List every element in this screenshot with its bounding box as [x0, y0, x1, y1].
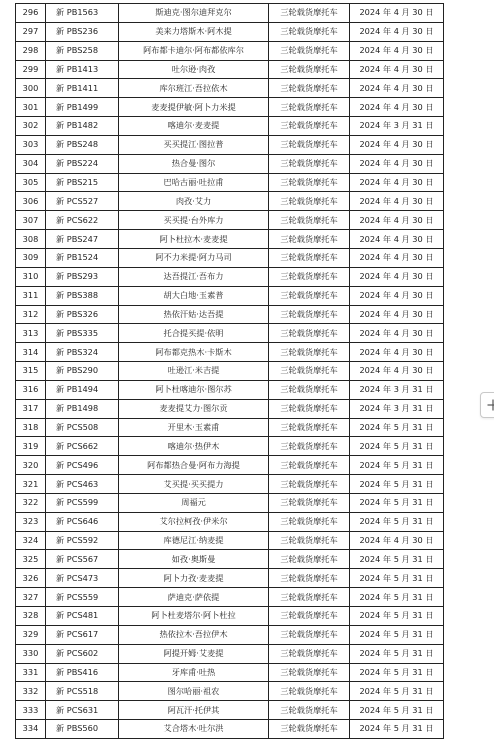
row-number-cell: 302 [16, 117, 46, 136]
table-row [16, 135, 444, 154]
vehicle-type-cell: 三轮载货摩托车 [269, 79, 350, 98]
vehicle-type-cell: 三轮载货摩托车 [269, 550, 350, 569]
vehicle-type-cell: 三轮载货摩托车 [269, 324, 350, 343]
row-number-cell: 319 [16, 437, 46, 456]
owner-name-cell: 图尔哈丽·祖农 [119, 682, 269, 701]
owner-name-cell: 喀迪尔·热伊木 [119, 437, 269, 456]
row-number-cell: 320 [16, 456, 46, 475]
row-number-cell: 311 [16, 286, 46, 305]
expiry-date-cell: 2024 年 4 月 30 日 [350, 192, 444, 211]
table-row [16, 607, 444, 626]
expiry-date-cell: 2024 年 4 月 30 日 [350, 362, 444, 381]
expiry-date-cell: 2024 年 4 月 30 日 [350, 41, 444, 60]
table-row [16, 286, 444, 305]
owner-name-cell: 艾买提·买买提力 [119, 475, 269, 494]
owner-name-cell: 麦麦提艾力·图尔贡 [119, 399, 269, 418]
table-row [16, 41, 444, 60]
plate-number-cell: 新 PBS258 [46, 41, 119, 60]
vehicle-type-cell: 三轮载货摩托车 [269, 418, 350, 437]
expiry-date-cell: 2024 年 4 月 30 日 [350, 98, 444, 117]
expiry-date-cell: 2024 年 5 月 31 日 [350, 625, 444, 644]
plate-number-cell: 新 PBS248 [46, 135, 119, 154]
owner-name-cell: 艾尔拉柯孜·伊米尔 [119, 512, 269, 531]
owner-name-cell: 巴哈古丽·吐拉甫 [119, 173, 269, 192]
row-number-cell: 296 [16, 4, 46, 23]
row-number-cell: 308 [16, 230, 46, 249]
row-number-cell: 301 [16, 98, 46, 117]
vehicle-type-cell: 三轮载货摩托车 [269, 644, 350, 663]
owner-name-cell: 周福元 [119, 493, 269, 512]
table-row [16, 399, 444, 418]
owner-name-cell: 热依汗姑·达吾提 [119, 305, 269, 324]
owner-name-cell: 阿卜杜麦塔尔·阿卜杜拉 [119, 607, 269, 626]
plate-number-cell: 新 PBS236 [46, 22, 119, 41]
row-number-cell: 306 [16, 192, 46, 211]
row-number-cell: 312 [16, 305, 46, 324]
vehicle-type-cell: 三轮载货摩托车 [269, 663, 350, 682]
plate-number-cell: 新 PCS622 [46, 211, 119, 230]
plate-number-cell: 新 PB1498 [46, 399, 119, 418]
table-row [16, 569, 444, 588]
owner-name-cell: 阿卜杜拉木·麦麦提 [119, 230, 269, 249]
owner-name-cell: 阿卜力孜·麦麦提 [119, 569, 269, 588]
expiry-date-cell: 2024 年 5 月 31 日 [350, 682, 444, 701]
row-number-cell: 327 [16, 588, 46, 607]
row-number-cell: 333 [16, 701, 46, 720]
expiry-date-cell: 2024 年 5 月 31 日 [350, 701, 444, 720]
plate-number-cell: 新 PB1499 [46, 98, 119, 117]
table-row [16, 663, 444, 682]
expiry-date-cell: 2024 年 4 月 30 日 [350, 305, 444, 324]
table-row [16, 625, 444, 644]
plate-number-cell: 新 PBS324 [46, 343, 119, 362]
expiry-date-cell: 2024 年 5 月 31 日 [350, 493, 444, 512]
owner-name-cell: 吐逊江·米吉提 [119, 362, 269, 381]
owner-name-cell: 阿卜杜喀迪尔·图尔苏 [119, 380, 269, 399]
row-number-cell: 317 [16, 399, 46, 418]
table-row [16, 60, 444, 79]
table-row [16, 248, 444, 267]
vehicle-type-cell: 三轮载货摩托车 [269, 362, 350, 381]
plate-number-cell: 新 PCS463 [46, 475, 119, 494]
expiry-date-cell: 2024 年 5 月 31 日 [350, 512, 444, 531]
row-number-cell: 316 [16, 380, 46, 399]
vehicle-type-cell: 三轮载货摩托车 [269, 701, 350, 720]
vehicle-type-cell: 三轮载货摩托车 [269, 682, 350, 701]
owner-name-cell: 达吾提江·吾布力 [119, 267, 269, 286]
plate-number-cell: 新 PBS560 [46, 720, 119, 739]
vehicle-type-cell: 三轮载货摩托车 [269, 625, 350, 644]
owner-name-cell: 艾合塔木·吐尔洪 [119, 720, 269, 739]
owner-name-cell: 牙库甫·吐热 [119, 663, 269, 682]
owner-name-cell: 买买提江·图拉普 [119, 135, 269, 154]
plate-number-cell: 新 PCS508 [46, 418, 119, 437]
expiry-date-cell: 2024 年 4 月 30 日 [350, 154, 444, 173]
row-number-cell: 315 [16, 362, 46, 381]
expiry-date-cell: 2024 年 4 月 30 日 [350, 22, 444, 41]
row-number-cell: 297 [16, 22, 46, 41]
expiry-date-cell: 2024 年 5 月 31 日 [350, 720, 444, 739]
row-number-cell: 300 [16, 79, 46, 98]
vehicle-type-cell: 三轮载货摩托车 [269, 475, 350, 494]
expiry-date-cell: 2024 年 4 月 30 日 [350, 173, 444, 192]
expiry-date-cell: 2024 年 5 月 31 日 [350, 663, 444, 682]
plate-number-cell: 新 PCS567 [46, 550, 119, 569]
owner-name-cell: 阿布都热合曼·阿布力海提 [119, 456, 269, 475]
vehicle-type-cell: 三轮载货摩托车 [269, 211, 350, 230]
table-row [16, 211, 444, 230]
row-number-cell: 323 [16, 512, 46, 531]
table-row [16, 267, 444, 286]
plate-number-cell: 新 PBS290 [46, 362, 119, 381]
row-number-cell: 305 [16, 173, 46, 192]
vehicle-type-cell: 三轮载货摩托车 [269, 154, 350, 173]
table-row [16, 305, 444, 324]
plate-number-cell: 新 PCS559 [46, 588, 119, 607]
table-row [16, 493, 444, 512]
table-row [16, 22, 444, 41]
table-row [16, 117, 444, 136]
plate-number-cell: 新 PB1494 [46, 380, 119, 399]
expiry-date-cell: 2024 年 4 月 30 日 [350, 531, 444, 550]
expiry-date-cell: 2024 年 4 月 30 日 [350, 211, 444, 230]
expiry-date-cell: 2024 年 3 月 31 日 [350, 399, 444, 418]
owner-name-cell: 开里木·玉素甫 [119, 418, 269, 437]
plate-number-cell: 新 PBS293 [46, 267, 119, 286]
expiry-date-cell: 2024 年 4 月 30 日 [350, 267, 444, 286]
plate-number-cell: 新 PCS518 [46, 682, 119, 701]
table-row [16, 154, 444, 173]
row-number-cell: 304 [16, 154, 46, 173]
vehicle-type-cell: 三轮载货摩托车 [269, 607, 350, 626]
table-row [16, 418, 444, 437]
row-number-cell: 331 [16, 663, 46, 682]
expiry-date-cell: 2024 年 5 月 31 日 [350, 456, 444, 475]
plate-number-cell: 新 PCS481 [46, 607, 119, 626]
owner-name-cell: 阿瓦汗·托伊其 [119, 701, 269, 720]
owner-name-cell: 肉孜·艾力 [119, 192, 269, 211]
owner-name-cell: 库尔班江·吾拉依木 [119, 79, 269, 98]
plate-number-cell: 新 PCS602 [46, 644, 119, 663]
plate-number-cell: 新 PCS592 [46, 531, 119, 550]
owner-name-cell: 吐尔逊·肉孜 [119, 60, 269, 79]
expiry-date-cell: 2024 年 4 月 30 日 [350, 4, 444, 23]
table-body [16, 4, 444, 739]
table-row [16, 701, 444, 720]
owner-name-cell: 托合提买提·依明 [119, 324, 269, 343]
row-number-cell: 324 [16, 531, 46, 550]
vehicle-type-cell: 三轮载货摩托车 [269, 192, 350, 211]
plus-icon [487, 399, 494, 411]
expiry-date-cell: 2024 年 5 月 31 日 [350, 644, 444, 663]
plate-number-cell: 新 PCS631 [46, 701, 119, 720]
vehicle-type-cell: 三轮载货摩托车 [269, 380, 350, 399]
row-number-cell: 299 [16, 60, 46, 79]
expiry-date-cell: 2024 年 5 月 31 日 [350, 607, 444, 626]
vehicle-type-cell: 三轮载货摩托车 [269, 267, 350, 286]
plate-number-cell: 新 PCS646 [46, 512, 119, 531]
expiry-date-cell: 2024 年 5 月 31 日 [350, 418, 444, 437]
expiry-date-cell: 2024 年 4 月 30 日 [350, 79, 444, 98]
table-row [16, 98, 444, 117]
expiry-date-cell: 2024 年 4 月 30 日 [350, 135, 444, 154]
plate-number-cell: 新 PBS247 [46, 230, 119, 249]
expiry-date-cell: 2024 年 4 月 30 日 [350, 343, 444, 362]
table-row [16, 343, 444, 362]
vehicle-type-cell: 三轮载货摩托车 [269, 173, 350, 192]
table-row [16, 456, 444, 475]
table-row [16, 4, 444, 23]
vehicle-register-table [15, 3, 444, 739]
owner-name-cell: 热合曼·图尔 [119, 154, 269, 173]
plate-number-cell: 新 PB1524 [46, 248, 119, 267]
row-number-cell: 303 [16, 135, 46, 154]
plate-number-cell: 新 PB1482 [46, 117, 119, 136]
table-row [16, 588, 444, 607]
vehicle-type-cell: 三轮载货摩托车 [269, 305, 350, 324]
vehicle-type-cell: 三轮载货摩托车 [269, 531, 350, 550]
expiry-date-cell: 2024 年 3 月 31 日 [350, 380, 444, 399]
owner-name-cell: 阿不力米提·阿力马司 [119, 248, 269, 267]
plate-number-cell: 新 PB1411 [46, 79, 119, 98]
table-row [16, 475, 444, 494]
vehicle-type-cell: 三轮载货摩托车 [269, 286, 350, 305]
plate-number-cell: 新 PB1563 [46, 4, 119, 23]
row-number-cell: 310 [16, 267, 46, 286]
row-number-cell: 322 [16, 493, 46, 512]
table-row [16, 550, 444, 569]
owner-name-cell: 热依拉木·吾拉伊木 [119, 625, 269, 644]
owner-name-cell: 美来力塔斯木·阿木提 [119, 22, 269, 41]
expiry-date-cell: 2024 年 5 月 31 日 [350, 550, 444, 569]
owner-name-cell: 喀迪尔·麦麦提 [119, 117, 269, 136]
plate-number-cell: 新 PBS215 [46, 173, 119, 192]
table-row [16, 362, 444, 381]
row-number-cell: 307 [16, 211, 46, 230]
vehicle-type-cell: 三轮载货摩托车 [269, 22, 350, 41]
vehicle-type-cell: 三轮载货摩托车 [269, 493, 350, 512]
table-row [16, 720, 444, 739]
table-row [16, 324, 444, 343]
expiry-date-cell: 2024 年 4 月 30 日 [350, 324, 444, 343]
plate-number-cell: 新 PBS335 [46, 324, 119, 343]
vehicle-type-cell: 三轮载货摩托车 [269, 135, 350, 154]
owner-name-cell: 阿布都卡迪尔·阿布都依库尔 [119, 41, 269, 60]
owner-name-cell: 萨迪克·萨依提 [119, 588, 269, 607]
add-button[interactable] [480, 392, 494, 418]
row-number-cell: 314 [16, 343, 46, 362]
row-number-cell: 329 [16, 625, 46, 644]
vehicle-type-cell: 三轮载货摩托车 [269, 588, 350, 607]
plate-number-cell: 新 PCS527 [46, 192, 119, 211]
owner-name-cell: 阿布都克热木·卡斯木 [119, 343, 269, 362]
row-number-cell: 332 [16, 682, 46, 701]
vehicle-type-cell: 三轮载货摩托车 [269, 720, 350, 739]
table-row [16, 192, 444, 211]
plate-number-cell: 新 PBS326 [46, 305, 119, 324]
plate-number-cell: 新 PCS617 [46, 625, 119, 644]
owner-name-cell: 胡大白地·玉素普 [119, 286, 269, 305]
vehicle-type-cell: 三轮载货摩托车 [269, 230, 350, 249]
vehicle-type-cell: 三轮载货摩托车 [269, 248, 350, 267]
plate-number-cell: 新 PCS599 [46, 493, 119, 512]
plate-number-cell: 新 PBS224 [46, 154, 119, 173]
vehicle-type-cell: 三轮载货摩托车 [269, 437, 350, 456]
expiry-date-cell: 2024 年 5 月 31 日 [350, 475, 444, 494]
row-number-cell: 328 [16, 607, 46, 626]
table-row [16, 230, 444, 249]
owner-name-cell: 如孜·奥斯曼 [119, 550, 269, 569]
expiry-date-cell: 2024 年 4 月 30 日 [350, 60, 444, 79]
row-number-cell: 309 [16, 248, 46, 267]
vehicle-type-cell: 三轮载货摩托车 [269, 117, 350, 136]
row-number-cell: 298 [16, 41, 46, 60]
owner-name-cell: 麦麦提伊敏·阿卜力米提 [119, 98, 269, 117]
table-row [16, 173, 444, 192]
plate-number-cell: 新 PBS416 [46, 663, 119, 682]
table-row [16, 380, 444, 399]
plate-number-cell: 新 PCS662 [46, 437, 119, 456]
row-number-cell: 326 [16, 569, 46, 588]
table-row [16, 79, 444, 98]
expiry-date-cell: 2024 年 5 月 31 日 [350, 437, 444, 456]
expiry-date-cell: 2024 年 5 月 31 日 [350, 588, 444, 607]
owner-name-cell: 库德尼江·纳麦提 [119, 531, 269, 550]
owner-name-cell: 斯迪克·图尔迪拜克尔 [119, 4, 269, 23]
vehicle-type-cell: 三轮载货摩托车 [269, 60, 350, 79]
expiry-date-cell: 2024 年 4 月 30 日 [350, 230, 444, 249]
plate-number-cell: 新 PBS388 [46, 286, 119, 305]
vehicle-type-cell: 三轮载货摩托车 [269, 569, 350, 588]
row-number-cell: 330 [16, 644, 46, 663]
row-number-cell: 325 [16, 550, 46, 569]
owner-name-cell: 阿提开姆·艾麦提 [119, 644, 269, 663]
expiry-date-cell: 2024 年 4 月 30 日 [350, 248, 444, 267]
vehicle-type-cell: 三轮载货摩托车 [269, 343, 350, 362]
plate-number-cell: 新 PB1413 [46, 60, 119, 79]
row-number-cell: 334 [16, 720, 46, 739]
vehicle-type-cell: 三轮载货摩托车 [269, 4, 350, 23]
vehicle-type-cell: 三轮载货摩托车 [269, 456, 350, 475]
vehicle-type-cell: 三轮载货摩托车 [269, 41, 350, 60]
expiry-date-cell: 2024 年 5 月 31 日 [350, 569, 444, 588]
table-row [16, 644, 444, 663]
plate-number-cell: 新 PCS496 [46, 456, 119, 475]
expiry-date-cell: 2024 年 4 月 30 日 [350, 286, 444, 305]
table-row [16, 682, 444, 701]
expiry-date-cell: 2024 年 3 月 31 日 [350, 117, 444, 136]
owner-name-cell: 买买提·台外库力 [119, 211, 269, 230]
row-number-cell: 313 [16, 324, 46, 343]
vehicle-type-cell: 三轮载货摩托车 [269, 512, 350, 531]
table-row [16, 512, 444, 531]
row-number-cell: 321 [16, 475, 46, 494]
table-row [16, 531, 444, 550]
table-row [16, 437, 444, 456]
row-number-cell: 318 [16, 418, 46, 437]
vehicle-type-cell: 三轮载货摩托车 [269, 98, 350, 117]
plate-number-cell: 新 PCS473 [46, 569, 119, 588]
vehicle-type-cell: 三轮载货摩托车 [269, 399, 350, 418]
